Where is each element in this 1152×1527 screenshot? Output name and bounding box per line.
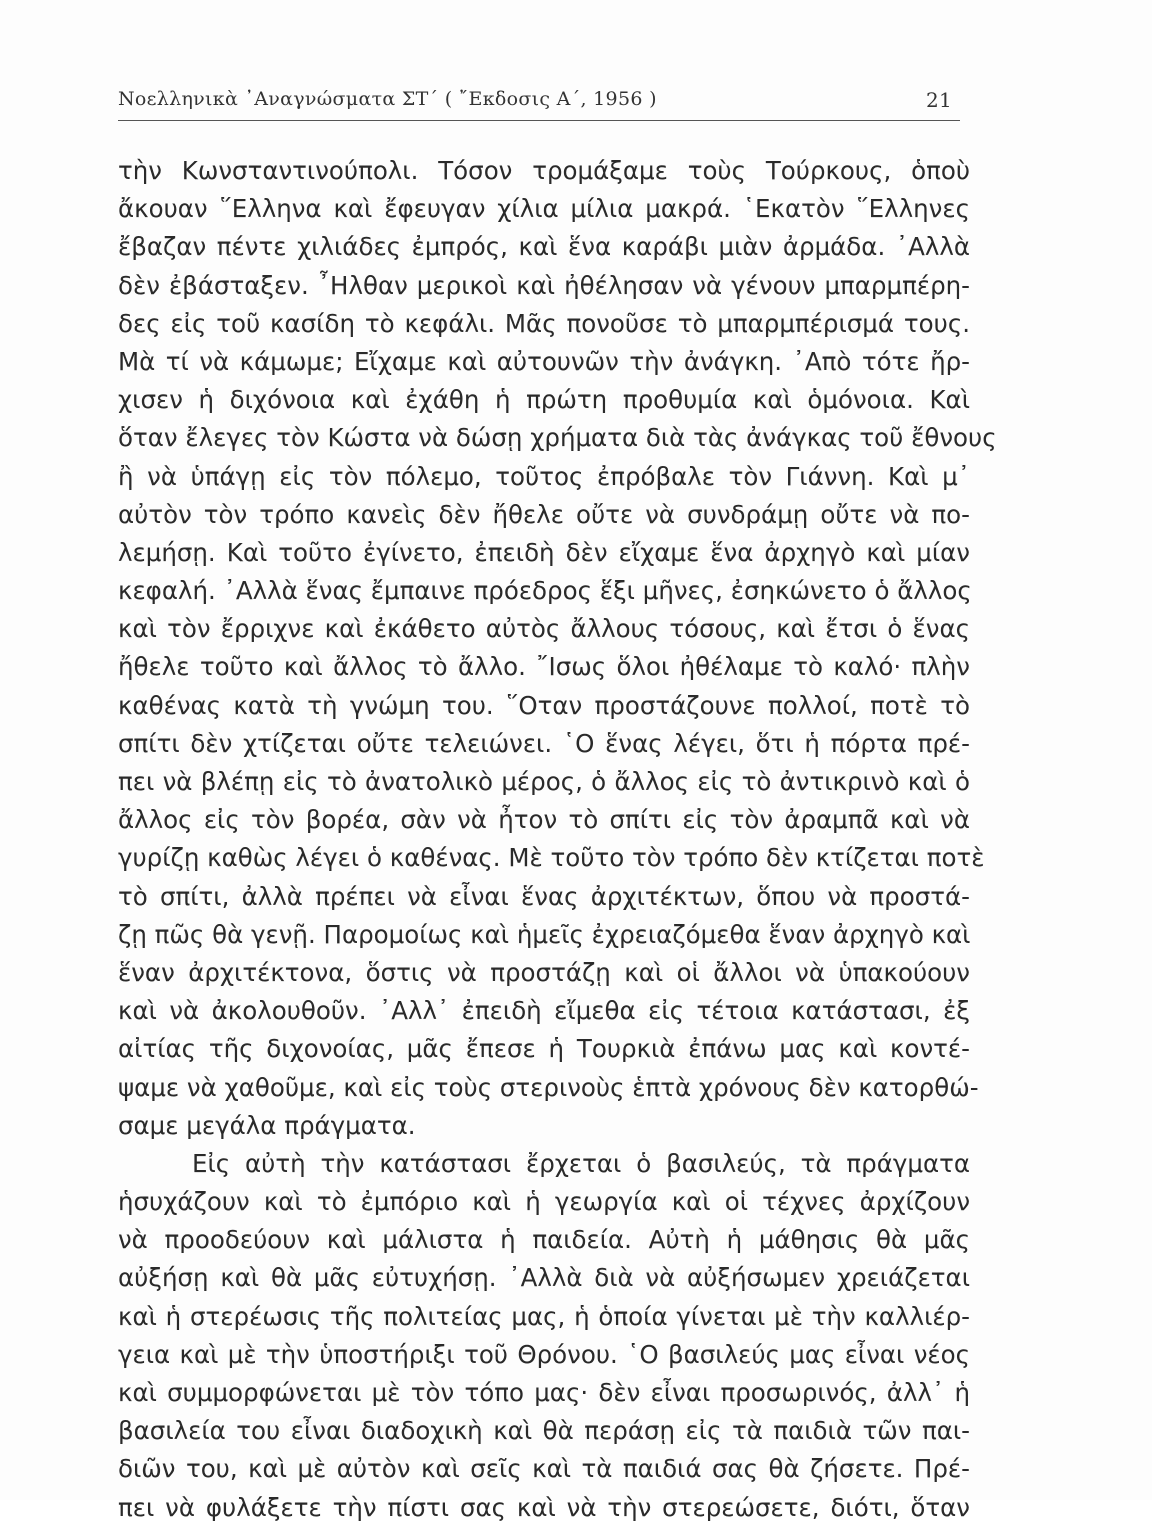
text-line: αἰτίας τῆς διχονοίας, μᾶς ἔπεσε ἡ Τουρκιὰ ἐπάνω μας καὶ κοντέ-	[118, 1034, 970, 1064]
text-line: αὐξήσῃ καὶ θὰ μᾶς εὐτυχήσῃ. ᾿Αλλὰ διὰ νὰ αὐξήσωμεν χρειάζεται	[118, 1263, 970, 1293]
text-line: ἔβαζαν πέντε χιλιάδες ἐμπρός, καὶ ἕνα καράβι μιὰν ἀρμάδα. ᾿Αλλὰ	[118, 232, 970, 262]
text-line: ζῃ πῶς θὰ γενῇ. Παρομοίως καὶ ἡμεῖς ἐχρειαζόμεθα ἕναν ἀρχηγὸ καὶ	[118, 919, 971, 949]
page-number: 21	[925, 88, 952, 112]
text-line: ἄκουαν ῞Ελληνα καὶ ἔφευγαν χίλια μίλια μακρά. ῾Εκατὸν ῞Ελληνες	[118, 194, 970, 224]
text-line: ἤθελε τοῦτο καὶ ἄλλος τὸ ἄλλο. ῎Ισως ὅλοι ἠθέλαμε τὸ καλό· πλὴν	[118, 652, 970, 682]
text-line: τὸ σπίτι, ἀλλὰ πρέπει νὰ εἶναι ἕνας ἀρχιτέκτων, ὅπου νὰ προστά-	[118, 881, 970, 911]
text-line: πει νὰ φυλάξετε τὴν πίστι σας καὶ νὰ τὴν στερεώσετε, διότι, ὅταν	[118, 1492, 970, 1522]
text-line: δὲν ἐβάσταξεν. ῏Ηλθαν μερικοὶ καὶ ἠθέλησαν νὰ γένουν μπαρμπέρη-	[118, 270, 970, 300]
text-line: ὅταν ἔλεγες τὸν Κώστα νὰ δώσῃ χρήματα διὰ τὰς ἀνάγκας τοῦ ἔθνους	[118, 423, 997, 453]
text-line: Εἰς αὐτὴ τὴν κατάστασι ἔρχεται ὁ βασιλεύς, τὰ πράγματα	[192, 1148, 970, 1178]
body-text	[118, 152, 997, 1527]
text-line: βασιλεία του εἶναι διαδοχικὴ καὶ θὰ περάσῃ εἰς τὰ παιδιὰ τῶν παι-	[118, 1416, 970, 1446]
text-line: σαμε μεγάλα πράγματα.	[118, 1110, 416, 1140]
text-line: πει νὰ βλέπῃ εἰς τὸ ἀνατολικὸ μέρος, ὁ ἄλλος εἰς τὸ ἀντικρινὸ καὶ ὁ	[118, 767, 970, 796]
text-line: δες εἰς τοῦ κασίδη τὸ κεφάλι. Μᾶς πονοῦσε τὸ μπαρμπέρισμά τους.	[118, 308, 970, 338]
text-line: καθένας κατὰ τὴ γνώμη του. ῞Οταν προστάζουνε πολλοί, ποτὲ τὸ	[118, 690, 970, 720]
text-line: ἕναν ἀρχιτέκτονα, ὅστις νὰ προστάζῃ καὶ οἱ ἄλλοι νὰ ὑπακούουν	[118, 957, 970, 987]
text-line: σπίτι δὲν χτίζεται οὔτε τελειώνει. ῾Ο ἕνας λέγει, ὅτι ἡ πόρτα πρέ-	[118, 728, 970, 758]
text-line: ἄλλος εἰς τὸν βορέα, σὰν νὰ ἦτον τὸ σπίτι εἰς τὸν ἀραμπᾶ καὶ νὰ	[118, 805, 970, 835]
text-line: κεφαλή. ᾿Αλλὰ ἕνας ἔμπαινε πρόεδρος ἕξι μῆνες, ἐσηκώνετο ὁ ἄλλος	[118, 576, 972, 606]
running-header	[118, 86, 960, 121]
text-line: καὶ τὸν ἔρριχνε καὶ ἐκάθετο αὐτὸς ἄλλους τόσους, καὶ ἔτσι ὁ ἕνας	[118, 614, 970, 644]
text-line: καὶ συμμορφώνεται μὲ τὸν τόπο μας· δὲν εἶναι προσωρινός, ἀλλ᾿ ἡ	[118, 1378, 970, 1407]
text-line: ἡσυχάζουν καὶ τὸ ἐμπόριο καὶ ἡ γεωργία καὶ οἱ τέχνες ἀρχίζουν	[118, 1187, 970, 1217]
text-line: λεμήσῃ. Καὶ τοῦτο ἐγίνετο, ἐπειδὴ δὲν εἴχαμε ἕνα ἀρχηγὸ καὶ μίαν	[118, 537, 970, 567]
text-line: ψαμε νὰ χαθοῦμε, καὶ εἰς τοὺς στερινοὺς ἑπτὰ χρόνους δὲν κατορθώ-	[118, 1072, 979, 1102]
text-line: χισεν ἡ διχόνοια καὶ ἐχάθη ἡ πρώτη προθυμία καὶ ὁμόνοια. Καὶ	[118, 385, 970, 415]
paragraph-2	[118, 1145, 970, 1527]
text-line: γυρίζῃ καθὼς λέγει ὁ καθένας. Μὲ τοῦτο τὸν τρόπο δὲν κτίζεται ποτὲ	[118, 843, 985, 873]
text-line: καὶ νὰ ἀκολουθοῦν. ᾿Αλλ᾿ ἐπειδὴ εἴμεθα εἰς τέτοια κατάστασι, ἐξ	[118, 996, 970, 1026]
text-line: ἢ νὰ ὑπάγῃ εἰς τὸν πόλεμο, τοῦτος ἐπρόβαλε τὸν Γιάννη. Καὶ μ᾿	[118, 461, 970, 491]
paragraph-1	[118, 152, 997, 1145]
book-title: Νοελληνικὰ ᾿Αναγνώσματα ΣΤ΄ ( ῎Εκδοσις Α΄, 1956 )	[118, 88, 657, 110]
text-line: τὴν Κωνσταντινούπολι. Τόσον τρομάξαμε τοὺς Τούρκους, ὁποὺ	[118, 156, 970, 185]
text-line: γεια καὶ μὲ τὴν ὑποστήριξι τοῦ Θρόνου. ῾Ο βασιλεύς μας εἶναι νέος	[118, 1339, 970, 1369]
text-line: διῶν του, καὶ μὲ αὐτὸν καὶ σεῖς καὶ τὰ παιδιά σας θὰ ζήσετε. Πρέ-	[118, 1454, 970, 1484]
text-line: καὶ ἡ στερέωσις τῆς πολιτείας μας, ἡ ὁποία γίνεται μὲ τὴν καλλιέρ-	[118, 1301, 970, 1331]
text-line: νὰ προοδεύουν καὶ μάλιστα ἡ παιδεία. Αὐτὴ ἡ μάθησις θὰ μᾶς	[118, 1225, 970, 1255]
text-line: Μὰ τί νὰ κάμωμε; Εἴχαμε καὶ αὐτουνῶν τὴν ἀνάγκη. ᾿Απὸ τότε ἤρ-	[118, 346, 970, 376]
text-line: αὐτὸν τὸν τρόπο κανεὶς δὲν ἤθελε οὔτε νὰ συνδράμῃ οὔτε νὰ πο-	[118, 499, 970, 529]
